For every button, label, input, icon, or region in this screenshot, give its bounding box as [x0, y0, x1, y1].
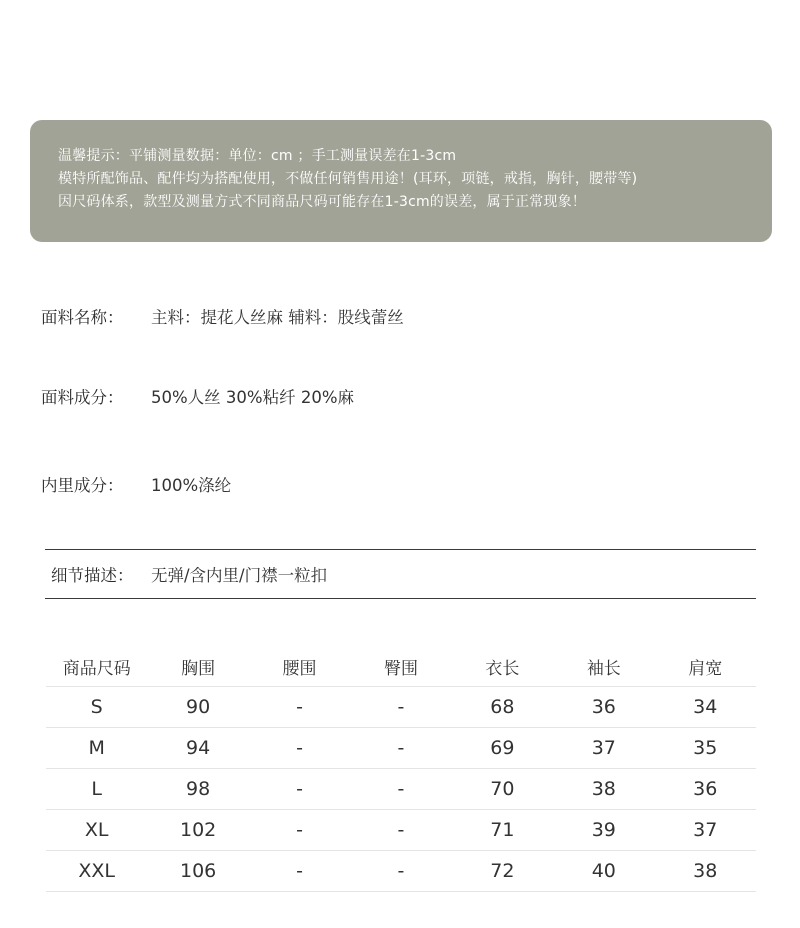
spec-fabric-name [41, 304, 404, 328]
table-row [46, 810, 756, 851]
cell-size: S [46, 687, 147, 728]
cell-bust: 98 [147, 769, 248, 810]
cell-size: XXL [46, 851, 147, 892]
cell-size: L [46, 769, 147, 810]
table-row [46, 851, 756, 892]
header-length: 衣长 [452, 646, 553, 687]
cell-length: 68 [452, 687, 553, 728]
cell-length: 69 [452, 728, 553, 769]
cell-bust: 90 [147, 687, 248, 728]
cell-shoulder: 38 [655, 851, 756, 892]
cell-hip: - [350, 769, 451, 810]
cell-sleeve: 40 [553, 851, 654, 892]
cell-waist: - [249, 810, 350, 851]
cell-waist: - [249, 851, 350, 892]
notice-line-accessories: 模特所配饰品、配件均为搭配使用，不做任何销售用途！(耳环，项链，戒指，胸针，腰带等) [58, 171, 638, 187]
header-hip: 臀围 [350, 646, 451, 687]
spec-fabric-composition [41, 384, 354, 408]
size-table [46, 646, 756, 892]
cell-bust: 106 [147, 851, 248, 892]
cell-size: XL [46, 810, 147, 851]
cell-length: 71 [452, 810, 553, 851]
spec-fabric-composition-label: 面料成分： [41, 388, 124, 407]
table-row [46, 687, 756, 728]
cell-waist: - [249, 687, 350, 728]
cell-length: 70 [452, 769, 553, 810]
cell-hip: - [350, 810, 451, 851]
cell-shoulder: 36 [655, 769, 756, 810]
table-row [46, 769, 756, 810]
header-bust: 胸围 [147, 646, 248, 687]
cell-waist: - [249, 728, 350, 769]
cell-waist: - [249, 769, 350, 810]
notice-box [30, 120, 772, 242]
spec-detail-value: 无弹/含内里/门襟一粒扣 [151, 566, 328, 585]
spec-fabric-name-value: 主料：提花人丝麻 辅料：股线蕾丝 [151, 308, 404, 327]
cell-shoulder: 35 [655, 728, 756, 769]
spec-detail-label: 细节描述： [51, 566, 134, 585]
header-waist: 腰围 [249, 646, 350, 687]
notice-line-measurement: 温馨提示：平铺测量数据：单位：cm ；手工测量误差在1-3cm [58, 148, 457, 164]
cell-bust: 102 [147, 810, 248, 851]
cell-size: M [46, 728, 147, 769]
header-sleeve: 袖长 [553, 646, 654, 687]
spec-fabric-name-label: 面料名称： [41, 308, 124, 327]
detail-top-divider [45, 549, 756, 550]
header-shoulder: 肩宽 [655, 646, 756, 687]
spec-fabric-composition-value: 50%人丝 30%粘纤 20%麻 [151, 388, 355, 407]
cell-shoulder: 34 [655, 687, 756, 728]
spec-lining-composition-label: 内里成分： [41, 476, 124, 495]
cell-sleeve: 36 [553, 687, 654, 728]
cell-hip: - [350, 687, 451, 728]
spec-detail [51, 562, 327, 586]
header-size: 商品尺码 [46, 646, 147, 687]
cell-sleeve: 37 [553, 728, 654, 769]
cell-bust: 94 [147, 728, 248, 769]
cell-shoulder: 37 [655, 810, 756, 851]
table-row [46, 728, 756, 769]
size-table-header-row [46, 646, 756, 687]
notice-line-size-deviation: 因尺码体系，款型及测量方式不同商品尺码可能存在1-3cm的误差，属于正常现象！ [58, 194, 586, 210]
cell-hip: - [350, 851, 451, 892]
cell-length: 72 [452, 851, 553, 892]
cell-sleeve: 38 [553, 769, 654, 810]
cell-hip: - [350, 728, 451, 769]
detail-bottom-divider [45, 598, 756, 599]
cell-sleeve: 39 [553, 810, 654, 851]
spec-lining-composition-value: 100%涤纶 [151, 476, 232, 495]
spec-lining-composition [41, 472, 231, 496]
